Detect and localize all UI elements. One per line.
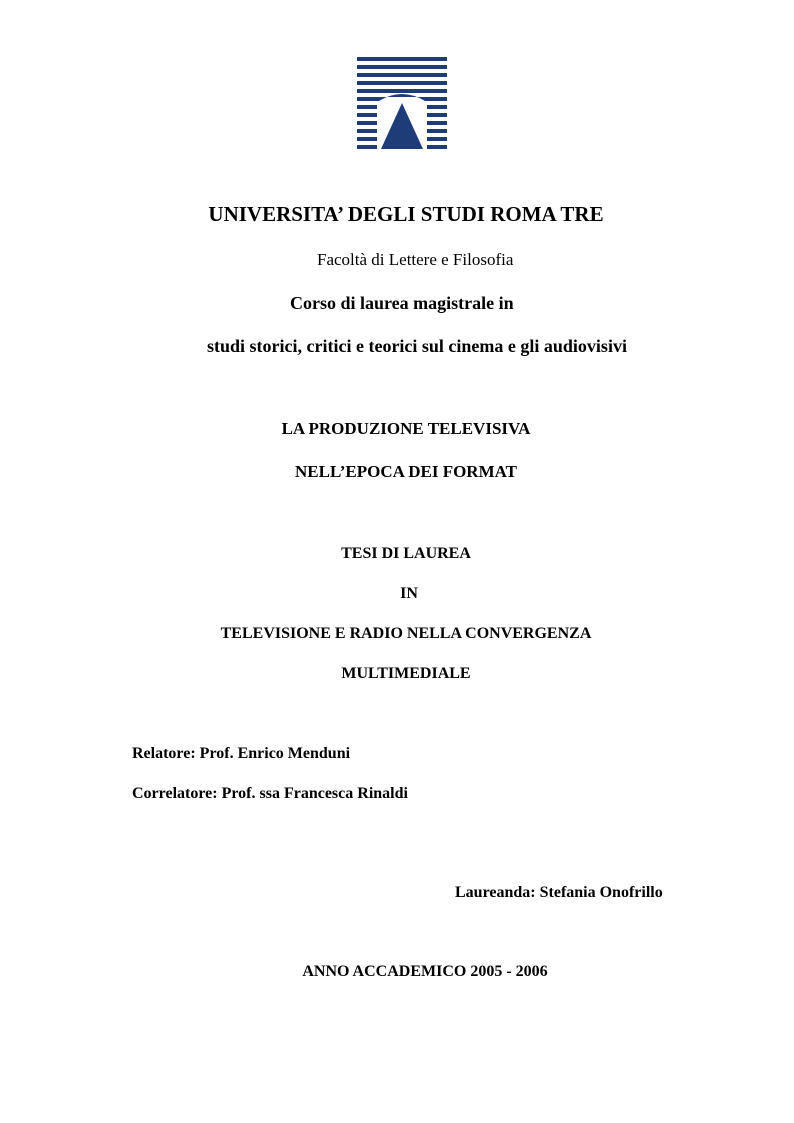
course-line-2: studi storici, critici e teorici sul cinema e gli audiovisivi	[207, 336, 627, 356]
laureanda: Laureanda: Stefania Onofrillo	[455, 884, 663, 901]
thesis-type-line-3: TELEVISIONE E RADIO NELLA CONVERGENZA	[220, 625, 592, 642]
thesis-type-line-4: MULTIMEDIALE	[341, 665, 471, 682]
thesis-title-line-2: NELL’EPOCA DEI FORMAT	[295, 462, 517, 481]
thesis-title-line-1: LA PRODUZIONE TELEVISIVA	[281, 419, 531, 438]
thesis-type-line-1: TESI DI LAUREA	[341, 545, 471, 562]
faculty-name: Facoltà di Lettere e Filosofia	[317, 250, 514, 269]
academic-year: ANNO ACCADEMICO 2005 - 2006	[302, 963, 548, 980]
relatore: Relatore: Prof. Enrico Menduni	[132, 745, 351, 762]
course-line-1: Corso di laurea magistrale in	[290, 293, 514, 313]
university-name: UNIVERSITA’ DEGLI STUDI ROMA TRE	[208, 202, 604, 226]
university-logo-icon	[357, 57, 447, 151]
correlatore: Correlatore: Prof. ssa Francesca Rinaldi	[132, 785, 408, 802]
thesis-type-line-2: IN	[400, 585, 418, 602]
